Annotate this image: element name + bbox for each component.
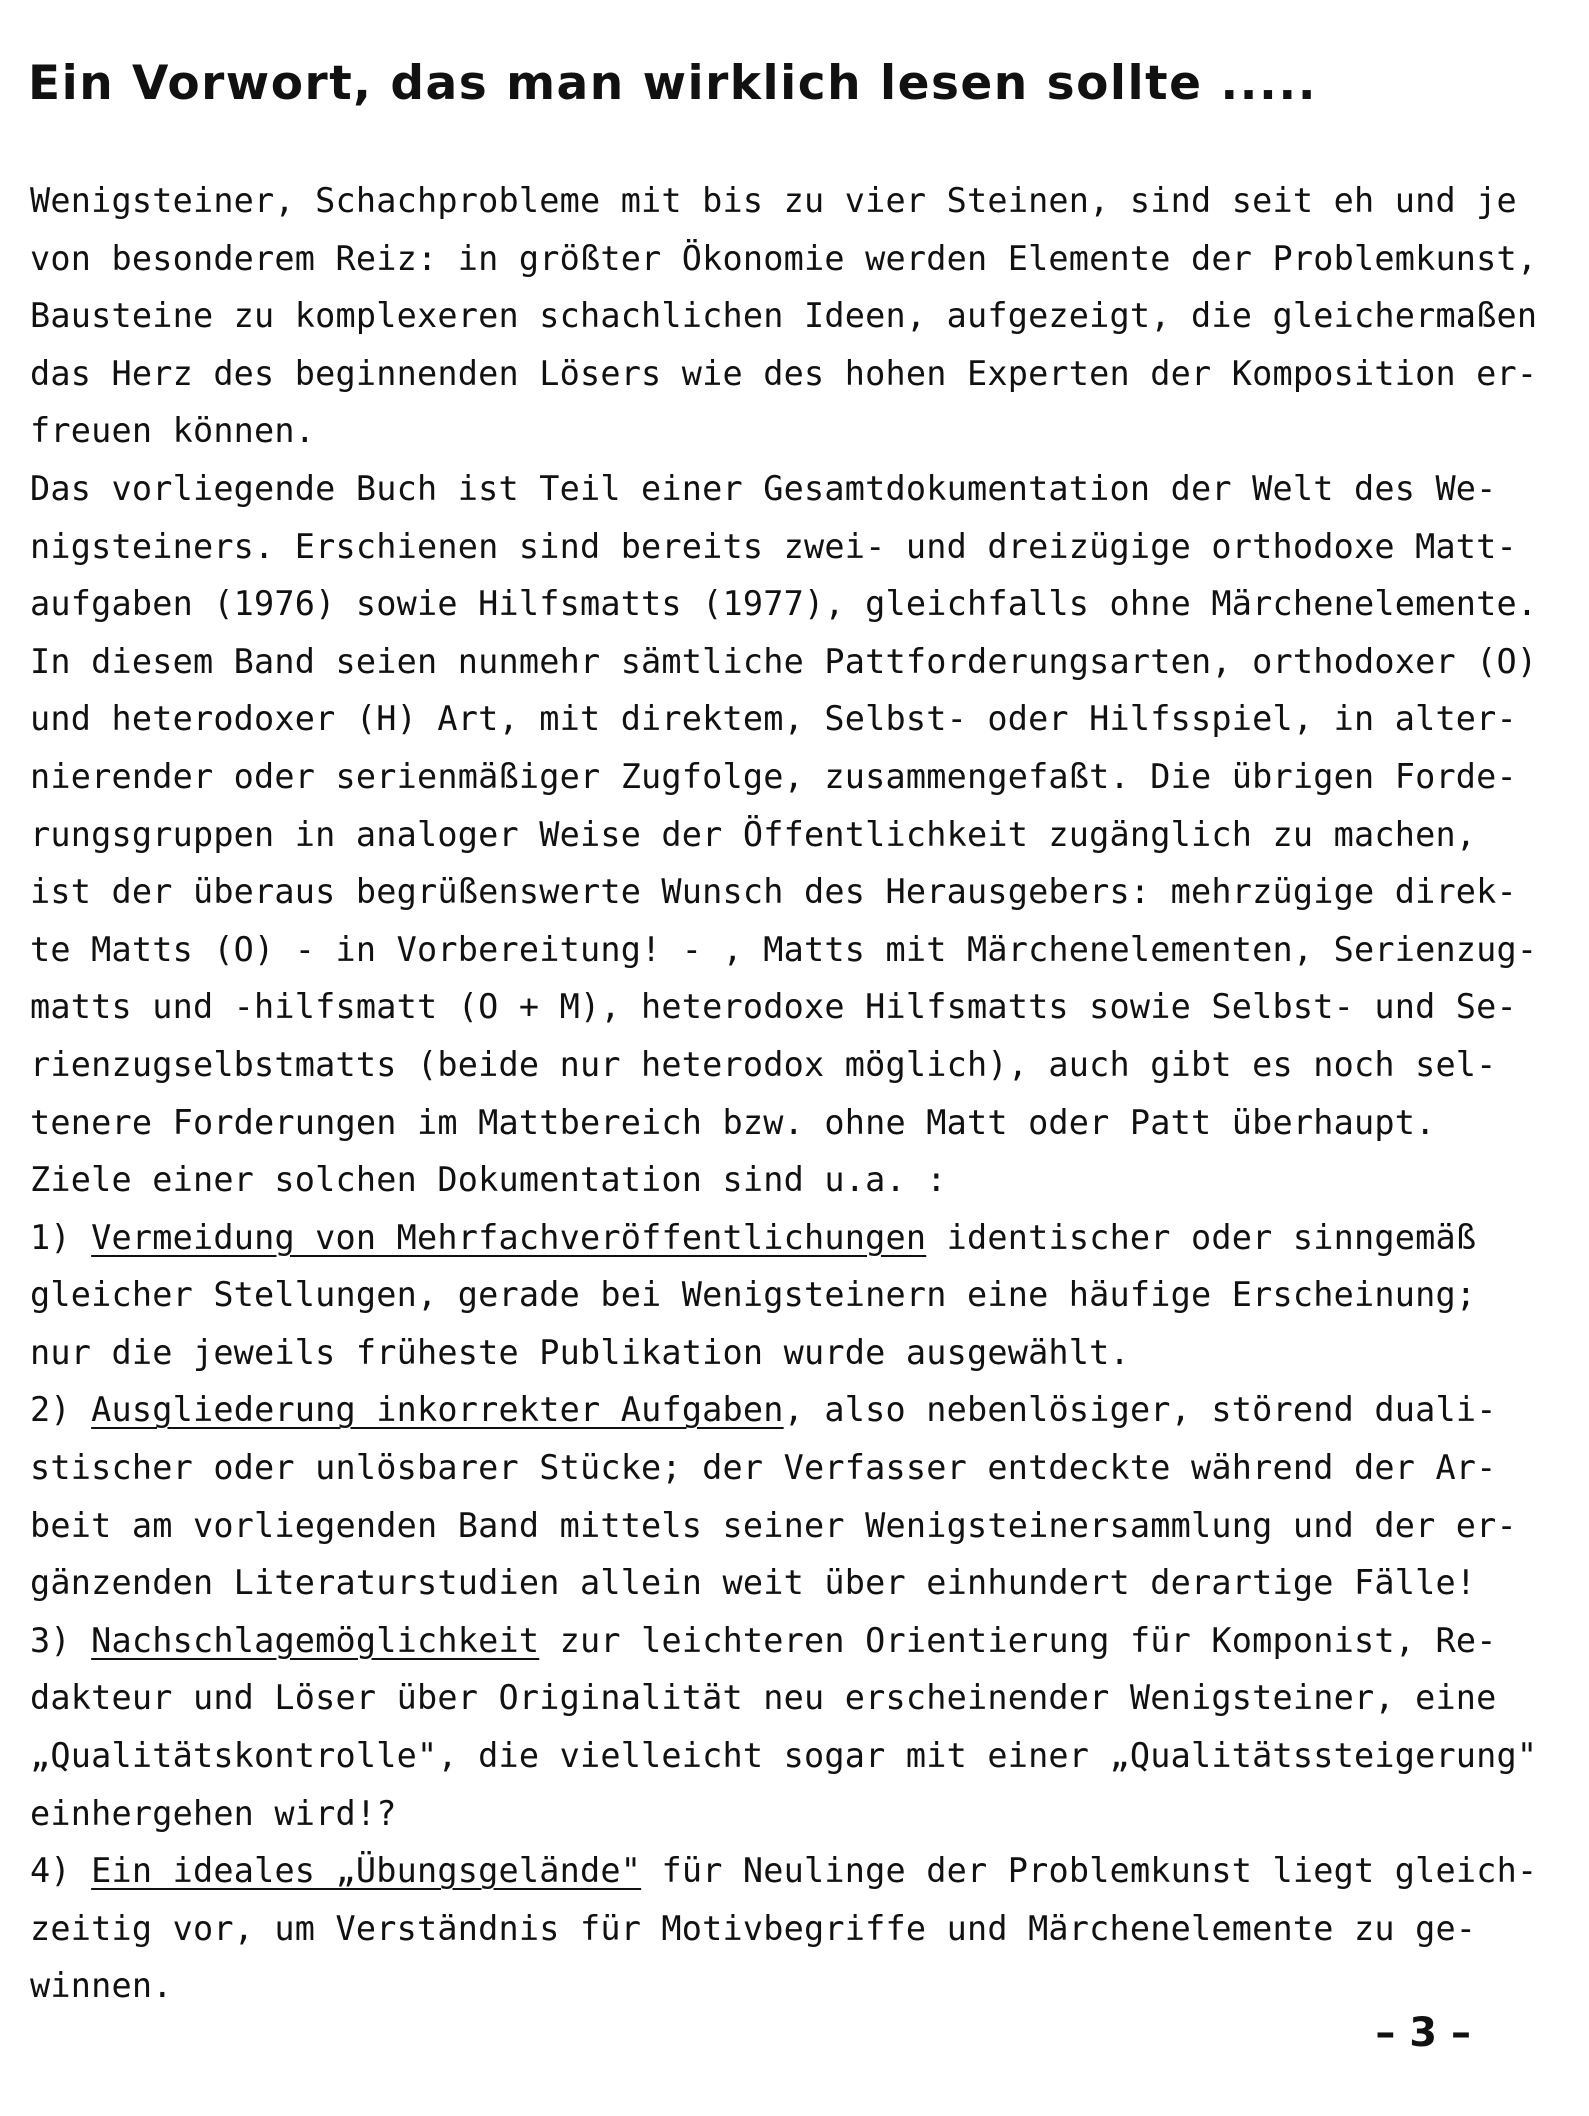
text-line: nierender oder serienmäßiger Zugfolge, zusammengefaßt. Die übrigen Forde-: [30, 756, 1517, 796]
text-line: tenere Forderungen im Mattbereich bzw. ohne Matt oder Patt überhaupt.: [30, 1102, 1436, 1142]
text-line: Wenigsteiner, Schachprobleme mit bis zu vier Steinen, sind seit eh und je: [30, 181, 1517, 220]
body-text: [30, 172, 1538, 2015]
list-item-number: 2): [30, 1390, 71, 1430]
list-item-heading: Vermeidung von Mehrfachveröffentlichungen: [91, 1217, 927, 1257]
text-line: rungsgruppen in analoger Weise der Öffentlichkeit zugänglich zu machen,: [30, 814, 1477, 854]
list-item-3-first-line: [30, 1612, 1497, 1670]
page-title: Ein Vorwort, das man wirklich lesen sollte .....: [28, 56, 1318, 111]
text-line: ist der überaus begrüßenswerte Wunsch des Herausgebers: mehrzügige direk-: [30, 872, 1517, 912]
text-line: aufgaben (1976) sowie Hilfsmatts (1977), gleichfalls ohne Märchenelemente.: [30, 584, 1538, 624]
text-line: beit am vorliegenden Band mittels seiner Wenigsteinersammlung und der er-: [30, 1505, 1517, 1545]
text-line: einhergehen wird!?: [30, 1793, 397, 1833]
list-item-number: 1): [30, 1217, 71, 1257]
list-item-text: für Neulinge der Problemkunst liegt gleich-: [641, 1851, 1538, 1891]
page-number: – 3 –: [1375, 2010, 1471, 2056]
text-line: freuen können.: [30, 411, 316, 451]
list-item-text: , also nebenlösiger, störend duali-: [783, 1390, 1497, 1430]
text-line: Ziele einer solchen Dokumentation sind u.a. :: [30, 1160, 947, 1200]
list-item-2-first-line: [30, 1381, 1497, 1439]
text-line: stischer oder unlösbarer Stücke; der Verfasser entdeckte während der Ar-: [30, 1448, 1497, 1488]
text-line: Das vorliegende Buch ist Teil einer Gesamtdokumentation der Welt des We-: [30, 468, 1497, 508]
text-line: das Herz des beginnenden Lösers wie des hohen Experten der Komposition er-: [30, 353, 1538, 393]
text-line: rienzugselbstmatts (beide nur heterodox möglich), auch gibt es noch sel-: [30, 1044, 1497, 1084]
text-line: matts und -hilfsmatt (O + M), heterodoxe Hilfsmatts sowie Selbst- und Se-: [30, 987, 1517, 1027]
list-item-text: zur leichteren Orientierung für Komponist, Re-: [539, 1620, 1497, 1660]
text-line: gleicher Stellungen, gerade bei Wenigsteinern eine häufige Erscheinung;: [30, 1275, 1477, 1315]
text-line: nigsteiners. Erschienen sind bereits zwei- und dreizügige orthodoxe Matt-: [30, 526, 1517, 566]
list-item-number: 4): [30, 1851, 71, 1891]
text-line: „Qualitätskontrolle", die vielleicht sogar mit einer „Qualitätssteigerung": [30, 1736, 1538, 1776]
list-item-number: 3): [30, 1620, 71, 1660]
list-item-heading: Ausgliederung inkorrekter Aufgaben: [91, 1390, 784, 1430]
text-line: In diesem Band seien nunmehr sämtliche Pattforderungsarten, orthodoxer (O): [30, 641, 1538, 681]
text-line: zeitig vor, um Verständnis für Motivbegriffe und Märchenelemente zu ge-: [30, 1908, 1477, 1948]
text-line: winnen.: [30, 1966, 173, 2006]
list-item-4-first-line: [30, 1842, 1538, 1900]
text-line: von besonderem Reiz: in größter Ökonomie werden Elemente der Problemkunst,: [30, 238, 1538, 278]
text-line: und heterodoxer (H) Art, mit direktem, Selbst- oder Hilfsspiel, in alter-: [30, 699, 1517, 739]
text-line: Bausteine zu komplexeren schachlichen Ideen, aufgezeigt, die gleichermaßen: [30, 296, 1538, 336]
text-line: te Matts (O) - in Vorbereitung! - , Matts mit Märchenelementen, Serienzug-: [30, 929, 1538, 969]
list-item-heading: Ein ideales „Übungsgelände": [91, 1851, 642, 1891]
list-item-text: identischer oder sinngemäß: [926, 1217, 1477, 1257]
text-line: gänzenden Literaturstudien allein weit über einhundert derartige Fälle!: [30, 1563, 1477, 1603]
list-item-1-first-line: [30, 1209, 1477, 1267]
text-line: nur die jeweils früheste Publikation wurde ausgewählt.: [30, 1332, 1130, 1372]
list-item-heading: Nachschlagemöglichkeit: [91, 1620, 540, 1660]
text-line: dakteur und Löser über Originalität neu erscheinender Wenigsteiner, eine: [30, 1678, 1497, 1718]
